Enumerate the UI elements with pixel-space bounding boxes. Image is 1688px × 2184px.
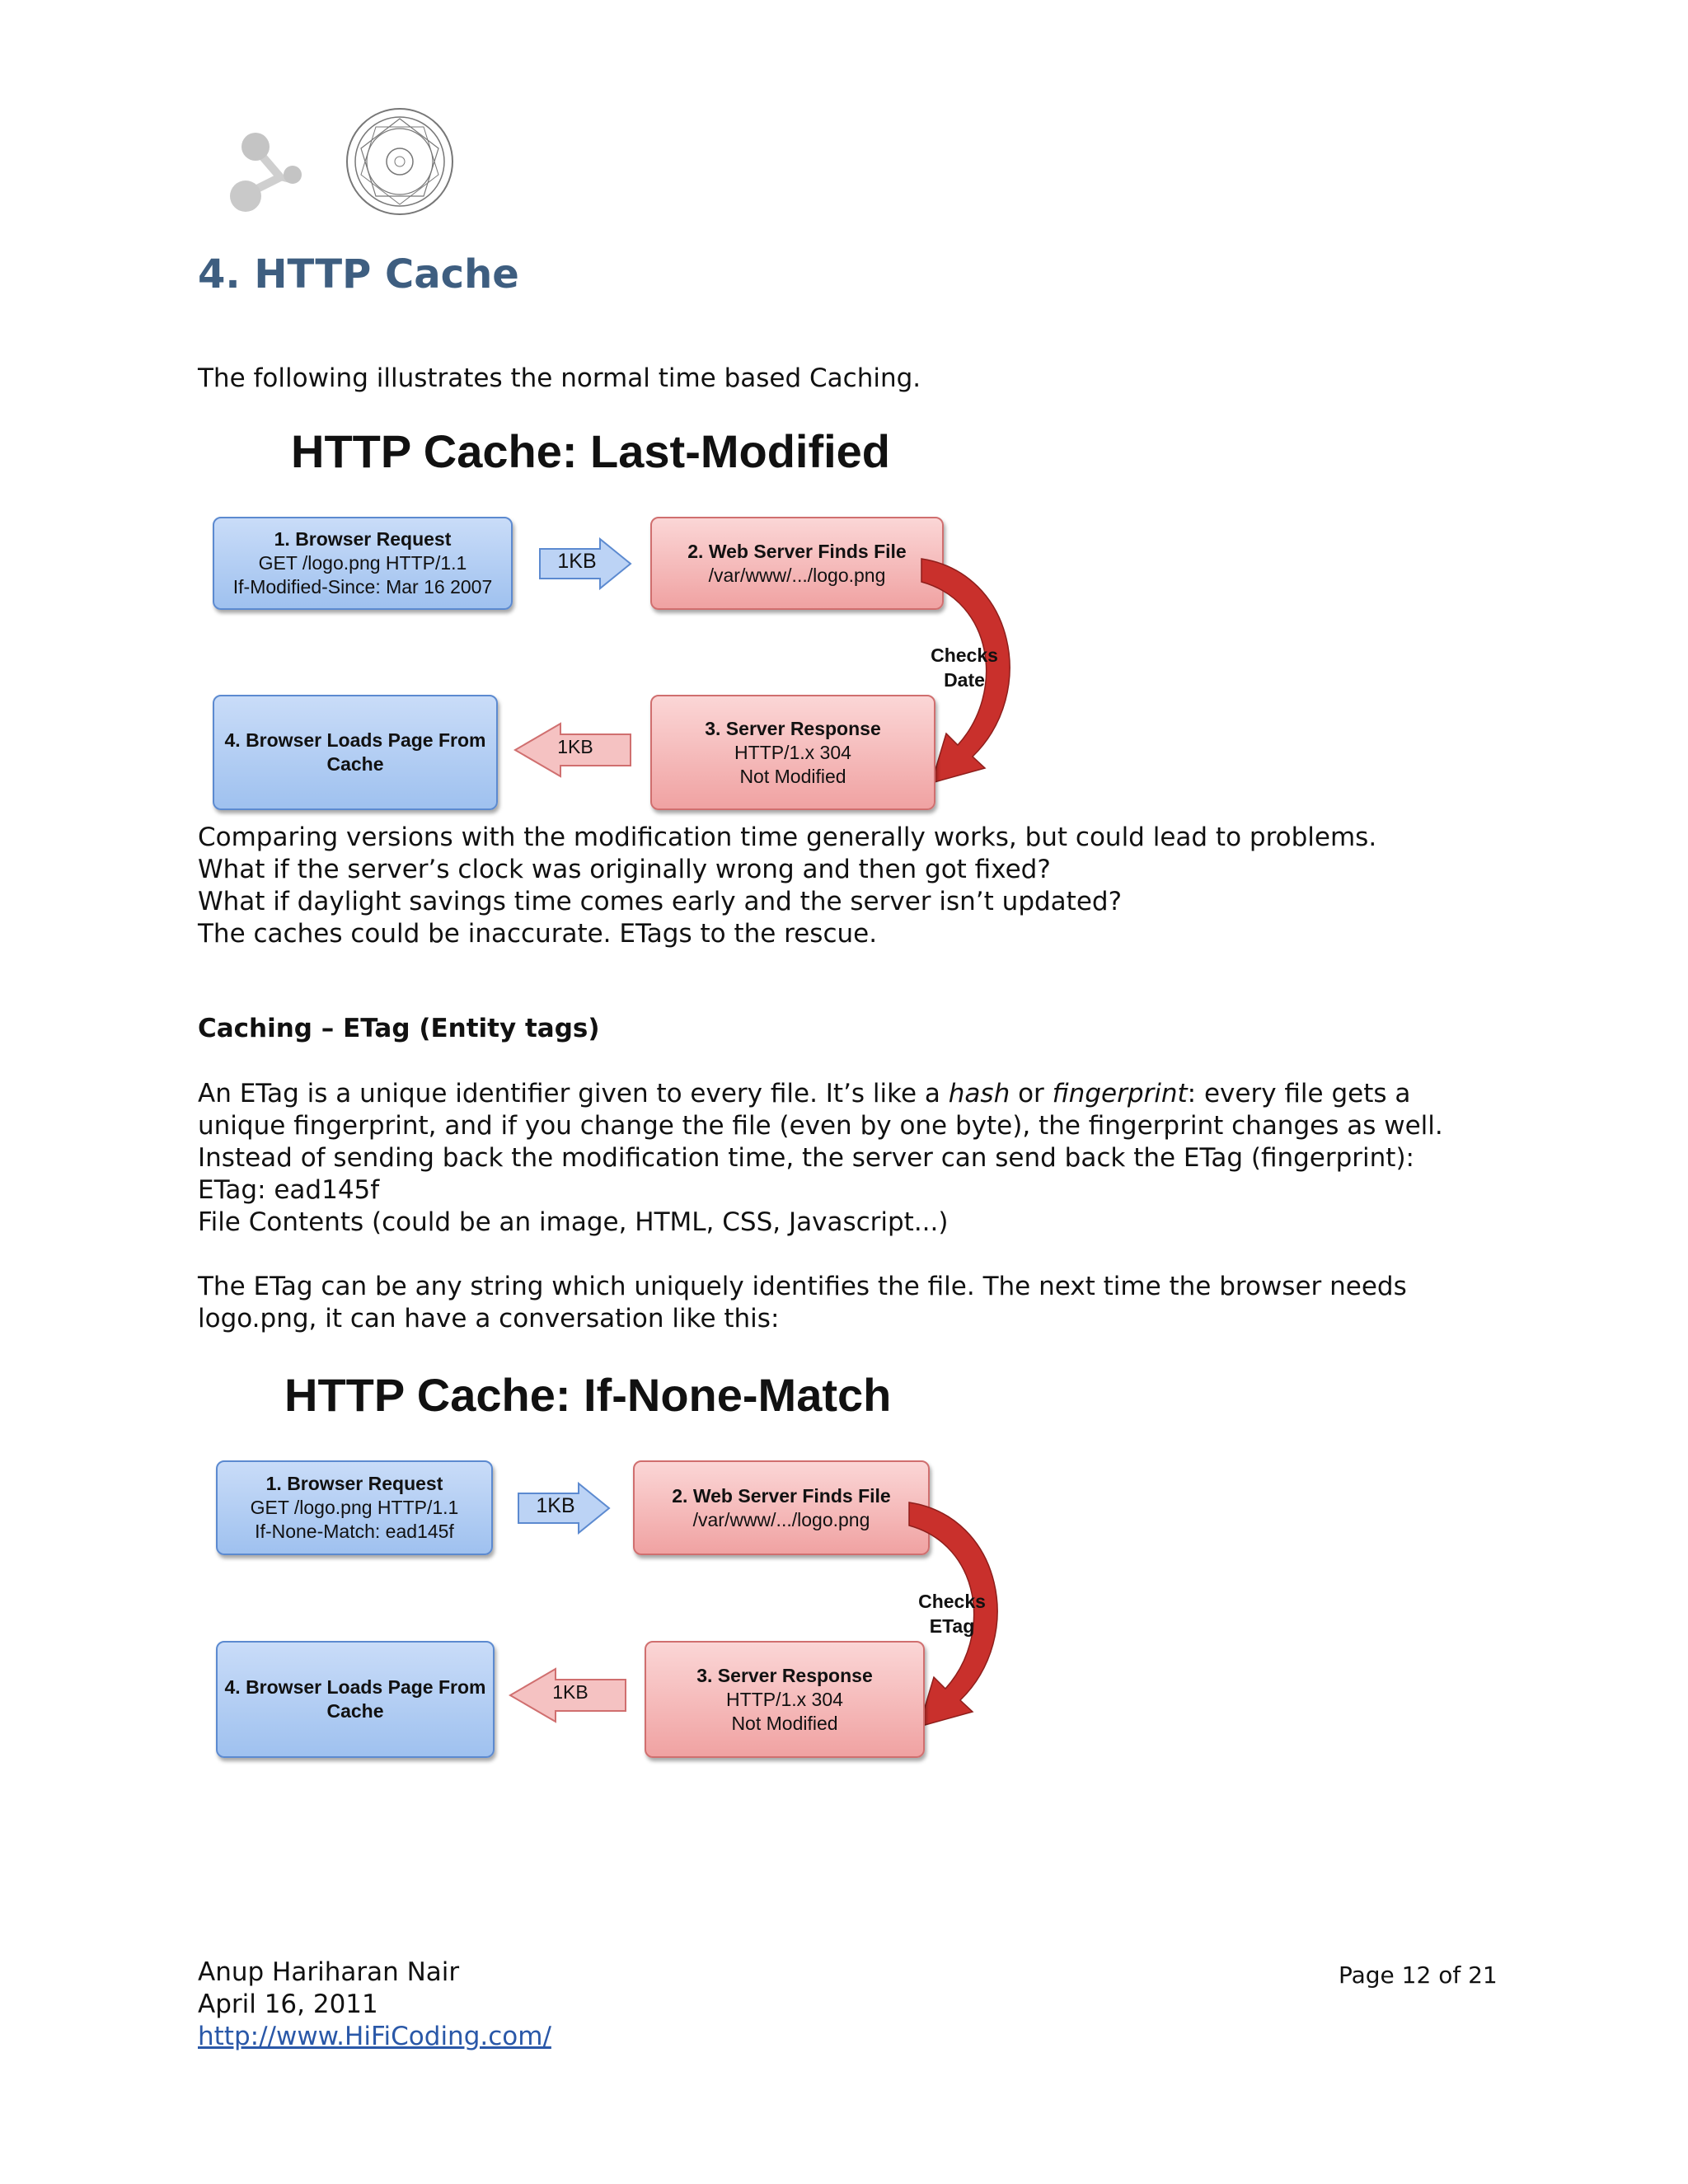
etag-subheading: Caching – ETag (Entity tags) [198, 1014, 600, 1043]
footer-date: April 16, 2011 [198, 1990, 378, 2019]
etag-text-italic: fingerprint [1052, 1079, 1188, 1108]
intro-text: The following illustrates the normal time based Caching. [198, 363, 921, 393]
box-line: GET /logo.png HTTP/1.1 [250, 1497, 459, 1518]
page-number: Page 12 of 21 [1339, 1961, 1498, 1989]
browser-loads-cache-box [216, 1641, 495, 1758]
box-line: HTTP/1.x 304 [734, 741, 851, 763]
problems-paragraph: Comparing versions with the modification time generally works, but could lead to problems. What if the server’s clock was originally wrong and then got fixed? What if daylight savings time comes early and the server isn’t updated? The caches could be inaccurate. ETags to the rescue. [198, 823, 1377, 949]
box-line: If-Modified-Since: Mar 16 2007 [232, 576, 493, 598]
box-title: 3. Server Response [696, 1664, 873, 1686]
etag-text: or [1010, 1079, 1053, 1108]
arrow-size-label: 1KB [557, 550, 597, 573]
etag-example-line: ETag: ead145f [198, 1175, 380, 1205]
server-response-box [645, 1641, 925, 1758]
curve-label-line: Date [944, 669, 985, 691]
etag-text: : every file gets a unique fingerprint, and if you change the file (even by one byte), the fingerprint changes as well. Instead of sending back the modification time, the server can send back the ETag (fingerprint): [198, 1079, 1443, 1173]
file-contents-line: File Contents (could be an image, HTML, CSS, Javascript...) [198, 1207, 949, 1237]
arrow-size-label: 1KB [536, 1494, 575, 1517]
box-title: 1. Browser Request [274, 528, 452, 550]
etag-text: An ETag is a unique identifier given to every file. It’s like a [198, 1079, 949, 1108]
box-line: /var/www/.../logo.png [692, 1508, 870, 1530]
curve-label-line: ETag [929, 1615, 975, 1637]
curve-label-line: Checks [918, 1591, 986, 1612]
arrow-size-label: 1KB [557, 736, 593, 757]
box-title: 4. Browser Loads Page From Cache [224, 1676, 486, 1722]
server-finds-file-box [633, 1460, 930, 1555]
box-title: 2. Web Server Finds File [672, 1484, 891, 1507]
etag-text-italic: hash [948, 1079, 1010, 1108]
browser-request-box [216, 1460, 493, 1555]
box-line: HTTP/1.x 304 [726, 1688, 843, 1710]
box-title: 2. Web Server Finds File [687, 540, 907, 562]
footer-link[interactable]: http://www.HiFiCoding.com/ [198, 2022, 551, 2051]
diagram-title: HTTP Cache: If-None-Match [284, 1369, 892, 1421]
box-title: 4. Browser Loads Page From Cache [224, 729, 486, 775]
curve-label [911, 1589, 993, 1638]
box-title: 3. Server Response [705, 717, 881, 739]
etag-paragraph-2: The ETag can be any string which uniquely identifies the file. The next time the browser needs logo.png, it can have a conversation like this: [198, 1272, 1407, 1333]
box-line: Not Modified [731, 1712, 838, 1734]
section-heading: 4. HTTP Cache [198, 251, 519, 298]
box-line: If-None-Match: ead145f [255, 1521, 454, 1542]
curve-label-line: Checks [931, 644, 998, 666]
diagram-title: HTTP Cache: Last-Modified [291, 425, 891, 477]
box-line: Not Modified [739, 765, 846, 787]
arrow-size-label: 1KB [552, 1681, 588, 1703]
footer-author: Anup Hariharan Nair [198, 1957, 460, 1987]
box-line: /var/www/.../logo.png [708, 564, 886, 586]
box-title: 1. Browser Request [265, 1473, 443, 1494]
box-line: GET /logo.png HTTP/1.1 [258, 552, 467, 574]
